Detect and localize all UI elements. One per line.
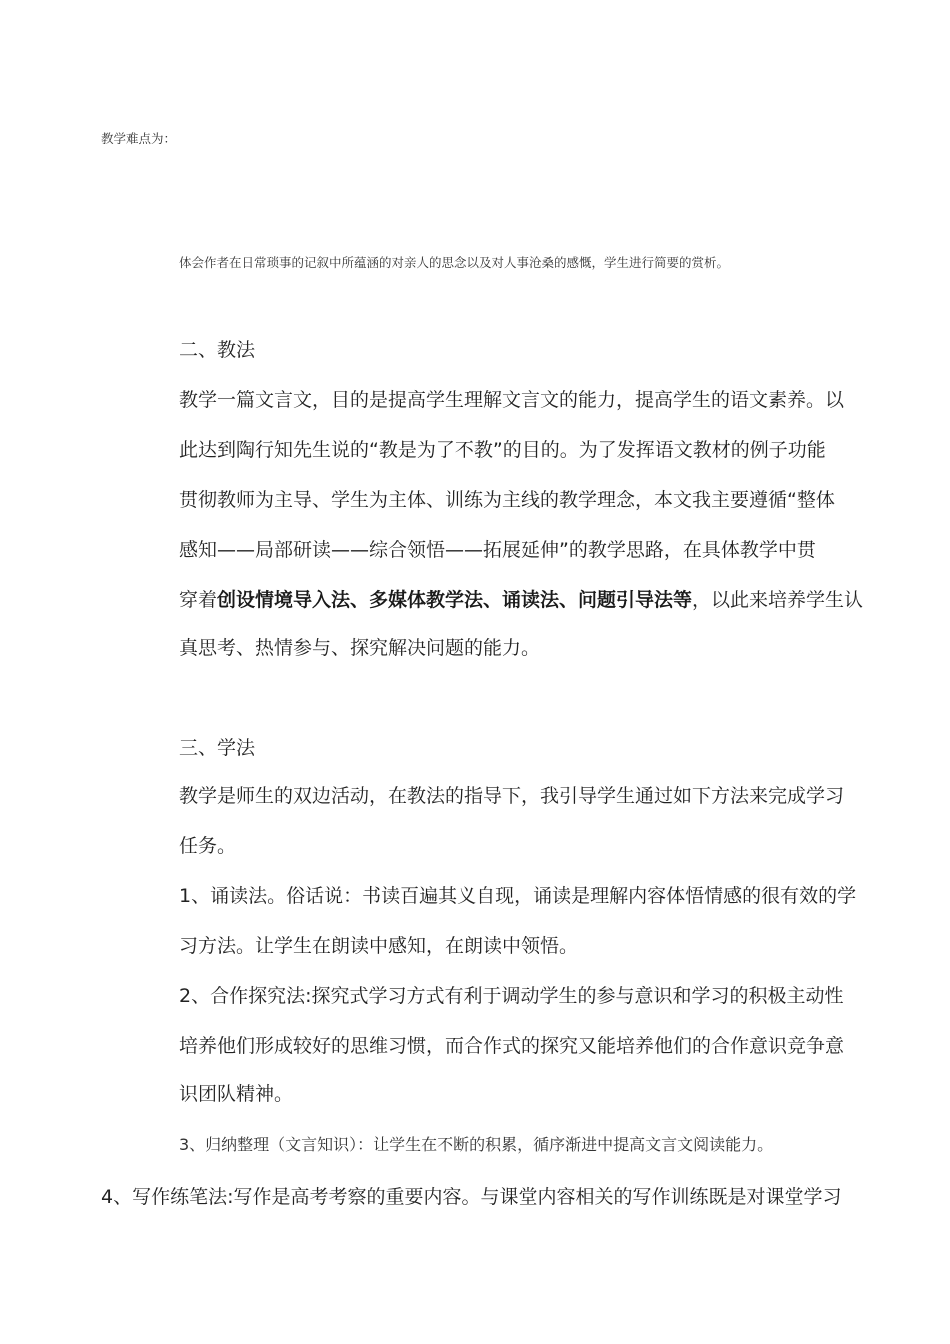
list-item-cooperative-cont: 识团队精神。 — [179, 1083, 294, 1105]
list-item-recitation: 1、诵读法。俗话说：书读百遍其义自现，诵读是理解内容体悟情感的很有效的学 — [179, 885, 857, 907]
list-item-summary: 3、归纳整理（文言知识）：让学生在不断的积累，循序渐进中提高文言文阅读能力。 — [179, 1135, 774, 1154]
list-item-cooperative: 2、合作探究法:探究式学习方式有利于调动学生的参与意识和学习的积极主动性 — [179, 985, 844, 1007]
paragraph-line: 感知——局部研读——综合领悟——拓展延伸”的教学思路，在具体教学中贯 — [179, 539, 816, 561]
list-item-cooperative-cont: 培养他们形成较好的思维习惯，而合作式的探究又能培养他们的合作意识竞争意 — [179, 1035, 845, 1057]
paragraph-line: 任务。 — [179, 835, 237, 857]
methods-bold-list: 创设情境导入法、多媒体教学法、诵读法、问题引导法等 — [217, 589, 693, 611]
paragraph-line: 贯彻教师为主导、学生为主体、训练为主线的教学理念，本文我主要遵循“整体 — [179, 489, 835, 511]
methods-prefix: 穿着 — [179, 589, 218, 611]
difficulty-label: 教学难点为： — [101, 131, 177, 146]
paragraph-line: 教学一篇文言文，目的是提高学生理解文言文的能力，提高学生的语文素养。以 — [179, 389, 845, 411]
teaching-method-heading: 二、教法 — [179, 339, 256, 361]
methods-suffix: ，以此来培养学生认 — [692, 589, 864, 611]
list-item-writing: 4、写作练笔法:写作是高考考察的重要内容。与课堂内容相关的写作训练既是对课堂学习 — [101, 1186, 842, 1208]
list-item-recitation-cont: 习方法。让学生在朗读中感知，在朗读中领悟。 — [179, 935, 579, 957]
difficulty-content: 体会作者在日常琐事的记叙中所蕴涵的对亲人的思念以及对人事沧桑的感慨，学生进行简要的赏析。 — [179, 255, 730, 270]
learning-method-heading: 三、学法 — [179, 737, 256, 759]
paragraph-line: 真思考、热情参与、探究解决问题的能力。 — [179, 637, 541, 659]
paragraph-line-methods — [179, 587, 863, 613]
paragraph-line: 此达到陶行知先生说的“教是为了不教”的目的。为了发挥语文教材的例子功能 — [179, 439, 826, 461]
paragraph-line: 教学是师生的双边活动，在教法的指导下，我引导学生通过如下方法来完成学习 — [179, 785, 845, 807]
